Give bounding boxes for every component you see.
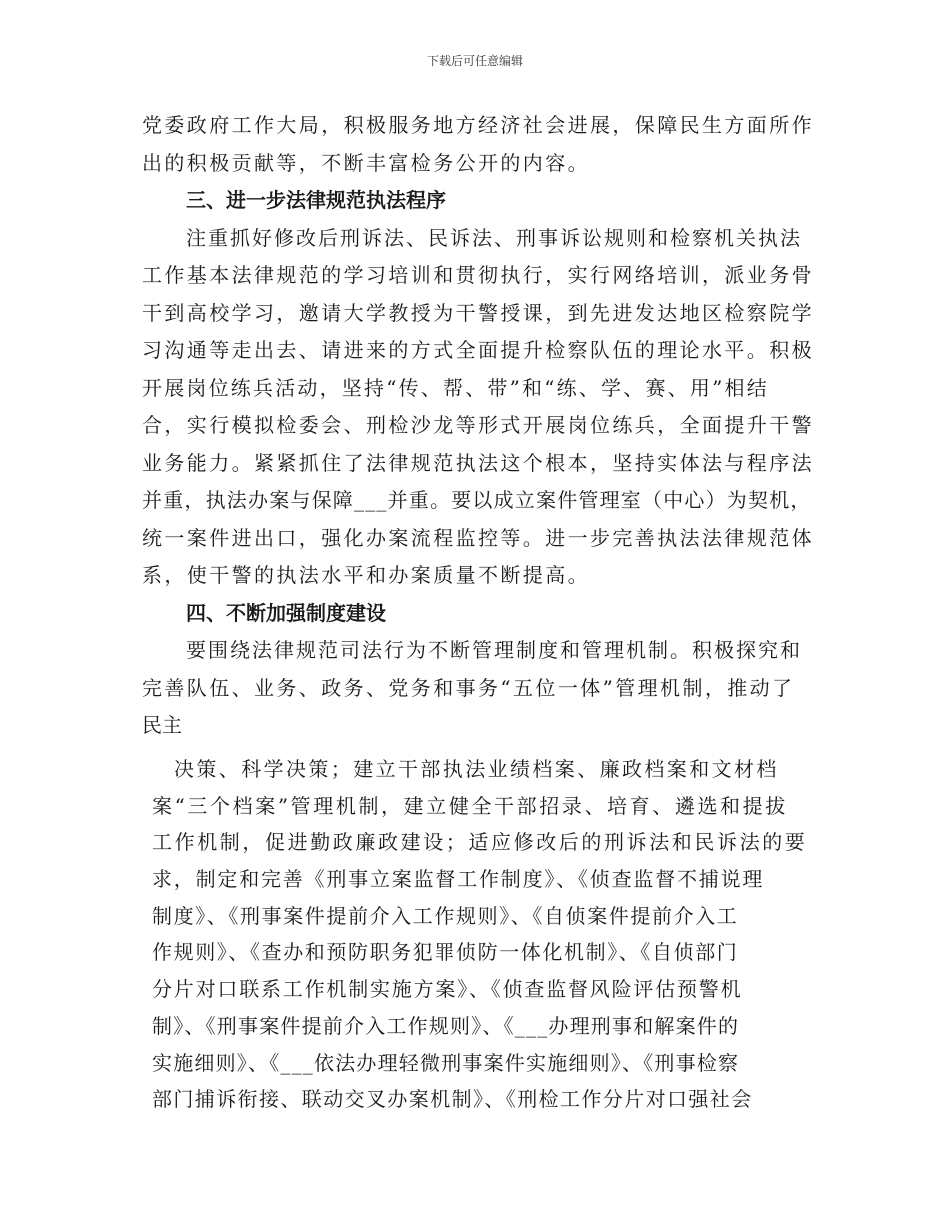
paragraph-line: 民主 — [142, 713, 182, 737]
paragraph-line: 党委政府工作大局，积极服务地方经济社会进展，保障民生方面所作 — [142, 113, 814, 137]
paragraph-line: 制》、《刑事案件提前介入工作规则》、《___办理刑事和解案件的 — [152, 1013, 740, 1038]
paragraph-line: 习沟通等走出去、请进来的方式全面提升检察队伍的理论水平。积极 — [142, 338, 814, 362]
paragraph-line: 合，实行模拟检委会、刑检沙龙等形式开展岗位练兵，全面提升干警 — [142, 413, 814, 437]
paragraph-line: 统一案件进出口，强化办案流程监控等。进一步完善执法法律规范体 — [142, 525, 814, 550]
paragraph-line: 实施细则》、《___依法办理轻微刑事案件实施细则》、《刑事检察 — [152, 1050, 740, 1075]
paragraph-line: 完善队伍、业务、政务、党务和事务“五位一体”管理机制，推动了 — [142, 675, 795, 700]
paragraph-line: 注重抓好修改后刑诉法、民诉法、刑事诉讼规则和检察机关执法 — [186, 225, 802, 250]
paragraph-line: 出的积极贡献等，不断丰富检务公开的内容。 — [142, 150, 590, 175]
paragraph-line: 案“三个档案”管理机制，建立健全干部招录、培育、遴选和提拔 — [152, 793, 788, 818]
paragraph-line: 分片对口联系工作机制实施方案》、《侦查监督风险评估预警机 — [152, 977, 743, 1002]
paragraph-line: 求，制定和完善《刑事立案监督工作制度》、《侦查监督不捕说理 — [152, 867, 765, 892]
paragraph-line: 要围绕法律规范司法行为不断管理制度和管理机制。积极探究和 — [186, 638, 802, 662]
paragraph-line: 干到高校学习，邀请大学教授为干警授课，到先进发达地区检察院学 — [142, 300, 814, 325]
paragraph-line: 开展岗位练兵活动，坚持“传、帮、带”和“练、学、赛、用”相结 — [142, 375, 769, 400]
paragraph-line: 业务能力。紧紧抓住了法律规范执法这个根本，坚持实体法与程序法 — [142, 450, 814, 475]
paragraph-line: 作规则》、《查办和预防职务犯罪侦防一体化机制》、《自侦部门 — [152, 940, 739, 965]
section-heading-3: 三、进一步法律规范执法程序 — [186, 188, 446, 212]
paragraph-line: 制度》、《刑事案件提前介入工作规则》、《自侦案件提前介入工 — [152, 903, 739, 928]
paragraph-line: 工作基本法律规范的学习培训和贯彻执行，实行网络培训，派业务骨 — [142, 263, 814, 287]
paragraph-line: 工作机制，促进勤政廉政建设；适应修改后的刑诉法和民诉法的要 — [152, 830, 808, 855]
paragraph-line: 并重，执法办案与保障___并重。要以成立案件管理室（中心）为契机， — [142, 488, 812, 512]
body-text-bottom — [152, 751, 812, 1118]
paragraph-line: 决策、科学决策；建立干部执法业绩档案、廉政档案和文材档 — [174, 757, 779, 781]
paragraph-line: 部门捕诉衔接、联动交叉办案机制》、《刑检工作分片对口强社会 — [152, 1087, 753, 1112]
paragraph-line: 系，使干警的执法水平和办案质量不断提高。 — [142, 563, 590, 587]
body-text-top — [142, 107, 812, 745]
page-header: 下载后可任意编辑 — [426, 54, 523, 68]
section-heading-4: 四、不断加强制度建设 — [186, 600, 386, 625]
